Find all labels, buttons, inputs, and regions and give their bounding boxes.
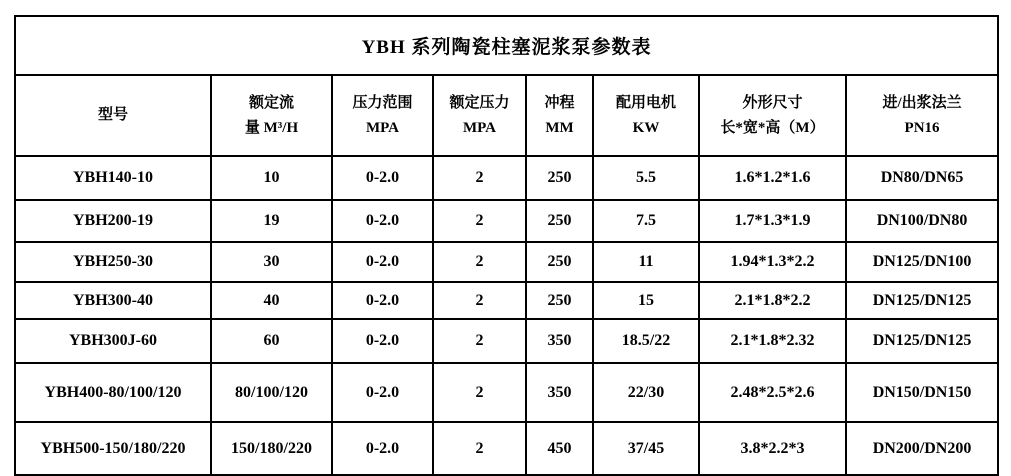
- model-cell: YBH400-80/100/120: [15, 363, 211, 422]
- table-row: [15, 282, 998, 319]
- table-cell: DN150/DN150: [846, 363, 998, 422]
- column-header-line: 额定流: [248, 94, 294, 111]
- table-cell: 1.94*1.3*2.2: [699, 242, 846, 282]
- model-cell: YBH500-150/180/220: [15, 422, 211, 475]
- table-cell: 150/180/220: [211, 422, 332, 475]
- column-header: [211, 75, 332, 156]
- column-header-line: MPA: [462, 119, 497, 136]
- table-row: [15, 363, 998, 422]
- model-cell: YBH300-40: [15, 282, 211, 319]
- column-header: [332, 75, 433, 156]
- column-header-line: 型号: [97, 107, 128, 124]
- table-header-row: [15, 75, 998, 156]
- table-cell: 250: [526, 200, 593, 242]
- table-body: [15, 156, 998, 475]
- table-cell: DN80/DN65: [846, 156, 998, 200]
- table-cell: 1.6*1.2*1.6: [699, 156, 846, 200]
- table-cell: 250: [526, 282, 593, 319]
- table-cell: 250: [526, 156, 593, 200]
- table-cell: 15: [593, 282, 699, 319]
- table-title-row: [15, 16, 998, 75]
- model-cell: YBH250-30: [15, 242, 211, 282]
- table-cell: 2: [433, 319, 526, 363]
- table-cell: 0-2.0: [332, 242, 433, 282]
- table-cell: 0-2.0: [332, 422, 433, 475]
- table-cell: 0-2.0: [332, 200, 433, 242]
- table-cell: 2: [433, 156, 526, 200]
- column-header-line: MPA: [365, 119, 400, 136]
- column-header: [15, 75, 211, 156]
- table-cell: 1.7*1.3*1.9: [699, 200, 846, 242]
- table-cell: 2.1*1.8*2.32: [699, 319, 846, 363]
- table-cell: 10: [211, 156, 332, 200]
- table-cell: 40: [211, 282, 332, 319]
- table-row: [15, 156, 998, 200]
- table-row: [15, 242, 998, 282]
- column-header: [526, 75, 593, 156]
- table-cell: 3.8*2.2*3: [699, 422, 846, 475]
- model-cell: YBH140-10: [15, 156, 211, 200]
- column-header-line: 进/出浆法兰: [882, 94, 962, 111]
- column-header-line: 配用电机: [615, 94, 676, 111]
- table-row: [15, 319, 998, 363]
- table-cell: 0-2.0: [332, 282, 433, 319]
- table-cell: 350: [526, 319, 593, 363]
- table-cell: 2: [433, 422, 526, 475]
- column-header-line: MM: [545, 119, 574, 136]
- table-cell: 60: [211, 319, 332, 363]
- table-cell: 450: [526, 422, 593, 475]
- table-row: [15, 422, 998, 475]
- table-row: [15, 200, 998, 242]
- column-header-line: 量 M³/H: [244, 119, 299, 136]
- column-header-line: 外形尺寸: [742, 94, 803, 111]
- table-cell: 30: [211, 242, 332, 282]
- table-cell: 11: [593, 242, 699, 282]
- column-header-line: 压力范围: [352, 94, 413, 111]
- model-cell: YBH300J-60: [15, 319, 211, 363]
- table-cell: 22/30: [593, 363, 699, 422]
- table-cell: DN125/DN125: [846, 282, 998, 319]
- table-cell: 2.48*2.5*2.6: [699, 363, 846, 422]
- table-cell: 350: [526, 363, 593, 422]
- table-cell: 7.5: [593, 200, 699, 242]
- column-header-line: 长*宽*高（M）: [720, 119, 825, 136]
- table-cell: 250: [526, 242, 593, 282]
- table-cell: 80/100/120: [211, 363, 332, 422]
- column-header-line: PN16: [904, 119, 940, 136]
- column-header-line: KW: [632, 119, 660, 136]
- table-cell: 2: [433, 282, 526, 319]
- column-header: [433, 75, 526, 156]
- column-header-line: 冲程: [544, 94, 575, 111]
- table-cell: 2: [433, 242, 526, 282]
- table-cell: DN100/DN80: [846, 200, 998, 242]
- table-cell: 0-2.0: [332, 363, 433, 422]
- column-header: [593, 75, 699, 156]
- table-cell: DN200/DN200: [846, 422, 998, 475]
- column-header-line: 额定压力: [449, 94, 510, 111]
- table-cell: 5.5: [593, 156, 699, 200]
- table-container: [14, 15, 999, 476]
- table-cell: DN125/DN100: [846, 242, 998, 282]
- pump-parameters-table: [14, 15, 999, 476]
- table-cell: 2: [433, 363, 526, 422]
- table-cell: 0-2.0: [332, 319, 433, 363]
- table-cell: 18.5/22: [593, 319, 699, 363]
- model-cell: YBH200-19: [15, 200, 211, 242]
- column-header: [699, 75, 846, 156]
- table-cell: 2.1*1.8*2.2: [699, 282, 846, 319]
- table-cell: 0-2.0: [332, 156, 433, 200]
- table-title: YBH 系列陶瓷柱塞泥浆泵参数表: [15, 16, 998, 75]
- table-cell: 19: [211, 200, 332, 242]
- table-cell: 37/45: [593, 422, 699, 475]
- table-cell: 2: [433, 200, 526, 242]
- table-cell: DN125/DN125: [846, 319, 998, 363]
- column-header: [846, 75, 998, 156]
